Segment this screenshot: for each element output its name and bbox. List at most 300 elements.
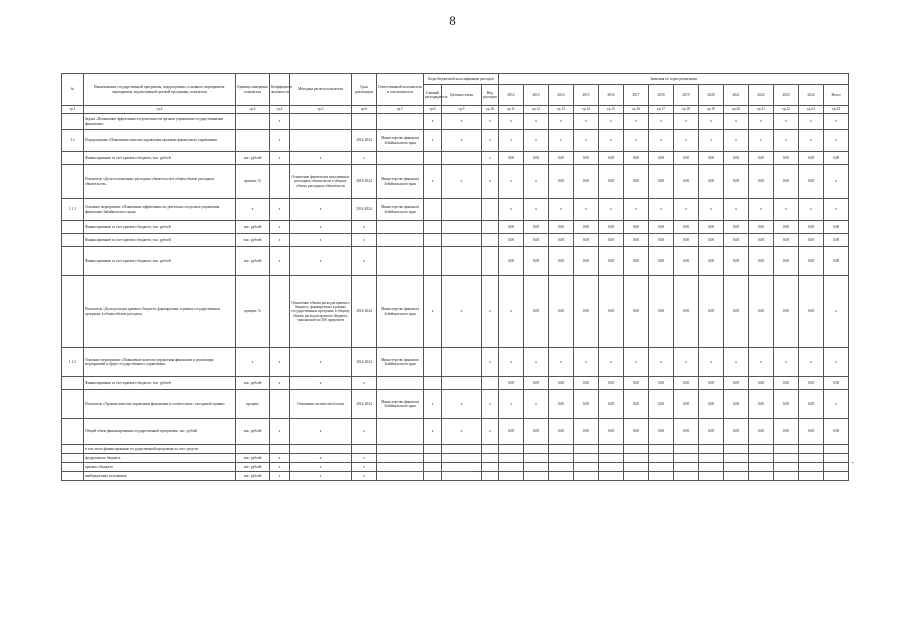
cell-term: 2014-2024 (352, 348, 377, 377)
cell-name: Показатель «Доля расходов краевого бюджета, формируемых в рамках государственных программ, в общем объеме расходов» (84, 276, 236, 348)
cell-unit: тыс. рублей (236, 463, 270, 472)
cell-cv (482, 454, 499, 463)
cell-value: 0,00 (799, 276, 824, 348)
cell-value: 0,00 (524, 221, 549, 234)
cell-method: Отношение фактически исполненных расходных обязательств к общему объему расходных обязательств (290, 165, 352, 199)
cell-value: х (549, 348, 574, 377)
column-number: гр.15 (599, 106, 624, 114)
cell-value (799, 463, 824, 472)
cell-ct (442, 221, 482, 234)
header-year: 2022 (749, 85, 774, 106)
cell-value (824, 454, 849, 463)
cell-term: х (352, 247, 377, 276)
header-values-group: Значения по годам реализации (499, 74, 849, 85)
cell-value: 0,00 (799, 165, 824, 199)
cell-unit: процент, % (236, 276, 270, 348)
cell-ca: х (424, 419, 442, 445)
cell-method: х (290, 348, 352, 377)
cell-value: 0,00 (799, 390, 824, 419)
cell-ca (424, 472, 442, 481)
cell-value (774, 445, 799, 454)
cell-value: 0,00 (724, 390, 749, 419)
header-year: 2018 (649, 85, 674, 106)
cell-value (624, 454, 649, 463)
cell-value (699, 445, 724, 454)
cell-name: Основное мероприятие «Повышение качества управления финансами и реализация мероприятий в сфере государственного управления» (84, 348, 236, 377)
cell-cv: х (482, 114, 499, 130)
cell-coef: х (270, 377, 290, 390)
cell-value: х (774, 130, 799, 152)
cell-value: 0,00 (749, 377, 774, 390)
cell-value (499, 463, 524, 472)
cell-value: х (499, 165, 524, 199)
cell-value: х (649, 130, 674, 152)
cell-value: 0,00 (699, 377, 724, 390)
cell-value: 0,00 (749, 234, 774, 247)
cell-ct (442, 152, 482, 165)
cell-value: х (624, 348, 649, 377)
cell-value: 0,00 (499, 247, 524, 276)
cell-value: 0,00 (599, 390, 624, 419)
cell-value: 0,00 (649, 419, 674, 445)
column-number: гр.3 (236, 106, 270, 114)
cell-num (62, 234, 84, 247)
cell-term: х (352, 463, 377, 472)
cell-value (749, 472, 774, 481)
cell-num (62, 454, 84, 463)
cell-num (62, 276, 84, 348)
cell-cv (482, 221, 499, 234)
cell-value (524, 445, 549, 454)
cell-value: х (799, 114, 824, 130)
header-term: Срок реализации (352, 74, 377, 106)
cell-coef: х (270, 199, 290, 221)
cell-value: 0,00 (799, 152, 824, 165)
cell-value: х (774, 199, 799, 221)
cell-value: х (499, 348, 524, 377)
cell-value (799, 472, 824, 481)
column-number: гр.23 (799, 106, 824, 114)
cell-value: 0,00 (824, 419, 849, 445)
cell-value: 0,00 (649, 247, 674, 276)
cell-value: х (749, 199, 774, 221)
table-row (62, 152, 849, 165)
header-year: 2015 (574, 85, 599, 106)
cell-value: 0,00 (674, 221, 699, 234)
cell-name: Финансирование за счет краевого бюджета, тыс. рублей (84, 377, 236, 390)
header-code-admin: Главный распорядитель (424, 85, 442, 106)
cell-value: х (724, 114, 749, 130)
cell-value: х (674, 114, 699, 130)
cell-term: х (352, 419, 377, 445)
header-year: 2017 (624, 85, 649, 106)
cell-value: 0,00 (499, 234, 524, 247)
cell-ct: х (442, 130, 482, 152)
cell-num: 1.1.1 (62, 199, 84, 221)
cell-value: х (749, 114, 774, 130)
cell-value: 0,00 (574, 390, 599, 419)
cell-ca (424, 348, 442, 377)
cell-unit: процент (236, 390, 270, 419)
table-row (62, 377, 849, 390)
cell-value: 0,00 (674, 390, 699, 419)
cell-unit: тыс. рублей (236, 247, 270, 276)
cell-term: х (352, 454, 377, 463)
cell-value: 0,00 (524, 234, 549, 247)
cell-value: х (599, 130, 624, 152)
cell-value: 0,00 (799, 234, 824, 247)
cell-value: 0,00 (649, 377, 674, 390)
cell-value: 0,00 (624, 390, 649, 419)
cell-value (699, 472, 724, 481)
table-row (62, 247, 849, 276)
cell-method (290, 445, 352, 454)
cell-cv (482, 247, 499, 276)
column-number: гр.24 (824, 106, 849, 114)
cell-value (724, 463, 749, 472)
cell-coef (270, 276, 290, 348)
cell-value: 0,00 (749, 221, 774, 234)
header-year: 2012 (499, 85, 524, 106)
cell-value: 0,00 (749, 276, 774, 348)
cell-value (574, 445, 599, 454)
cell-ca (424, 221, 442, 234)
cell-value: 0,00 (674, 165, 699, 199)
cell-num (62, 445, 84, 454)
cell-name: Показатель «Уровень качества управления финансами в соответствии с методикой оценки» (84, 390, 236, 419)
cell-method (290, 130, 352, 152)
cell-value (549, 454, 574, 463)
header-codes-group: Коды бюджетной классификации расходов (424, 74, 499, 85)
cell-value: 0,00 (674, 276, 699, 348)
cell-coef: х (270, 152, 290, 165)
column-number: гр.13 (549, 106, 574, 114)
cell-term: 2014-2024 (352, 276, 377, 348)
cell-value: 0,00 (774, 152, 799, 165)
column-number: гр.6 (352, 106, 377, 114)
cell-value (549, 472, 574, 481)
cell-value: 0,00 (549, 276, 574, 348)
cell-coef (270, 445, 290, 454)
header-year: 2023 (774, 85, 799, 106)
cell-value: 0,00 (599, 276, 624, 348)
cell-value: 0,00 (724, 247, 749, 276)
cell-value: 0,00 (699, 221, 724, 234)
cell-ct: х (442, 114, 482, 130)
cell-value: х (799, 348, 824, 377)
table-row (62, 348, 849, 377)
cell-value: 0,00 (549, 377, 574, 390)
cell-executor: Министерство финансов Забайкальского края (377, 165, 424, 199)
table-row (62, 276, 849, 348)
header-year: 2019 (674, 85, 699, 106)
cell-value (749, 445, 774, 454)
cell-value: х (774, 348, 799, 377)
column-number: гр.1 (62, 106, 84, 114)
cell-num (62, 390, 84, 419)
cell-num (62, 463, 84, 472)
cell-value: х (574, 199, 599, 221)
cell-value: 0,00 (499, 152, 524, 165)
cell-value: 0,00 (724, 419, 749, 445)
cell-unit: тыс. рублей (236, 472, 270, 481)
cell-value (624, 445, 649, 454)
cell-coef: х (270, 221, 290, 234)
cell-executor (377, 152, 424, 165)
cell-value: х (524, 114, 549, 130)
cell-value: 0,00 (524, 419, 549, 445)
cell-name: федерального бюджета (84, 454, 236, 463)
cell-cv: х (482, 152, 499, 165)
cell-unit: тыс. рублей (236, 419, 270, 445)
cell-unit: тыс. рублей (236, 152, 270, 165)
cell-unit: процент, % (236, 165, 270, 199)
cell-value (574, 454, 599, 463)
cell-value: 0,00 (674, 377, 699, 390)
header-num: № (62, 74, 84, 106)
cell-value: 0,00 (799, 419, 824, 445)
cell-value: 0,00 (499, 377, 524, 390)
cell-value: х (649, 199, 674, 221)
cell-value: х (549, 114, 574, 130)
cell-value: 0,00 (599, 419, 624, 445)
cell-executor: Министерство финансов Забайкальского края (377, 199, 424, 221)
cell-value (824, 445, 849, 454)
cell-num (62, 152, 84, 165)
cell-value (774, 454, 799, 463)
cell-value: 0,00 (699, 276, 724, 348)
cell-value: х (774, 114, 799, 130)
cell-value: 0,00 (724, 165, 749, 199)
cell-value: 0,00 (649, 276, 674, 348)
cell-value: х (499, 114, 524, 130)
cell-value: х (599, 348, 624, 377)
cell-coef: х (270, 348, 290, 377)
cell-value: х (824, 165, 849, 199)
cell-ca (424, 454, 442, 463)
header-method: Методика расчета показателя (290, 74, 352, 106)
cell-value: 0,00 (499, 221, 524, 234)
cell-name: в том числе финансирование государственной программы за счет средств: (84, 445, 236, 454)
cell-ca: х (424, 130, 442, 152)
cell-ca (424, 377, 442, 390)
cell-value: 0,00 (799, 377, 824, 390)
cell-executor (377, 472, 424, 481)
cell-value (774, 472, 799, 481)
cell-ca (424, 247, 442, 276)
header-year: 2013 (524, 85, 549, 106)
cell-method: х (290, 419, 352, 445)
cell-unit: тыс. рублей (236, 234, 270, 247)
cell-ca: х (424, 165, 442, 199)
cell-value (699, 454, 724, 463)
cell-value: 0,00 (774, 377, 799, 390)
cell-value: х (599, 114, 624, 130)
cell-num (62, 247, 84, 276)
cell-value: 0,00 (649, 234, 674, 247)
cell-executor (377, 234, 424, 247)
cell-value: х (524, 348, 549, 377)
cell-value: 0,00 (724, 152, 749, 165)
cell-cv: х (482, 130, 499, 152)
cell-value: х (649, 114, 674, 130)
cell-ca: х (424, 390, 442, 419)
cell-coef: х (270, 130, 290, 152)
cell-value (574, 472, 599, 481)
cell-value: 0,00 (624, 377, 649, 390)
cell-executor (377, 247, 424, 276)
cell-value: 0,00 (599, 234, 624, 247)
cell-value: 0,00 (574, 419, 599, 445)
cell-name: Основное мероприятие «Повышение эффективности деятельности органов управления финансами Забайкальского края» (84, 199, 236, 221)
cell-cv (482, 234, 499, 247)
cell-ct (442, 377, 482, 390)
column-number: гр.2 (84, 106, 236, 114)
cell-num (62, 221, 84, 234)
cell-value: х (499, 390, 524, 419)
cell-value (699, 463, 724, 472)
cell-cv (482, 463, 499, 472)
cell-value (674, 472, 699, 481)
cell-method: х (290, 472, 352, 481)
cell-value: х (599, 199, 624, 221)
header-executor: Ответственный исполнитель и соисполнители (377, 74, 424, 106)
cell-value (499, 454, 524, 463)
table-row (62, 165, 849, 199)
cell-value: х (549, 130, 574, 152)
column-number: гр.19 (699, 106, 724, 114)
cell-cv (482, 377, 499, 390)
cell-value: 0,00 (499, 419, 524, 445)
cell-coef: х (270, 454, 290, 463)
column-number: гр.18 (674, 106, 699, 114)
cell-value (524, 472, 549, 481)
cell-value: 0,00 (699, 390, 724, 419)
cell-value (799, 445, 824, 454)
cell-value: 0,00 (824, 221, 849, 234)
cell-value: 0,00 (649, 221, 674, 234)
cell-value (799, 454, 824, 463)
cell-ct: х (442, 276, 482, 348)
cell-coef: х (270, 234, 290, 247)
cell-unit: х (236, 199, 270, 221)
cell-term: х (352, 221, 377, 234)
cell-value: х (574, 114, 599, 130)
cell-num (62, 419, 84, 445)
cell-unit (236, 445, 270, 454)
cell-cv: х (482, 390, 499, 419)
header-code-type: Вид расходов (482, 85, 499, 106)
cell-ct (442, 348, 482, 377)
cell-value: 0,00 (674, 234, 699, 247)
cell-value: х (524, 130, 549, 152)
cell-ca (424, 445, 442, 454)
table-row (62, 419, 849, 445)
cell-value: х (649, 348, 674, 377)
cell-unit: тыс. рублей (236, 377, 270, 390)
cell-term: х (352, 472, 377, 481)
cell-executor (377, 419, 424, 445)
cell-ca: х (424, 114, 442, 130)
cell-value (574, 463, 599, 472)
column-number: гр.14 (574, 106, 599, 114)
column-number: гр.20 (724, 106, 749, 114)
cell-coef (270, 390, 290, 419)
cell-value: 0,00 (724, 276, 749, 348)
footer-line (400, 471, 471, 472)
cell-cv: х (482, 165, 499, 199)
header-year: 2016 (599, 85, 624, 106)
cell-value: 0,00 (524, 276, 549, 348)
cell-value: х (724, 130, 749, 152)
cell-name: внебюджетных источников (84, 472, 236, 481)
cell-value: 0,00 (724, 234, 749, 247)
cell-value: х (674, 348, 699, 377)
column-number: гр.4 (270, 106, 290, 114)
column-number: гр.12 (524, 106, 549, 114)
cell-value: 0,00 (699, 234, 724, 247)
cell-value: х (799, 199, 824, 221)
cell-value: 0,00 (599, 165, 624, 199)
header-coef: Коэффициент значимости (270, 74, 290, 106)
cell-term: х (352, 377, 377, 390)
cell-value: 0,00 (624, 276, 649, 348)
cell-value: х (749, 130, 774, 152)
header-year: 2020 (699, 85, 724, 106)
cell-value (724, 454, 749, 463)
cell-value (549, 463, 574, 472)
cell-value (724, 472, 749, 481)
cell-name: Общий объем финансирования государственной программы, тыс. рублей (84, 419, 236, 445)
cell-value: 0,00 (749, 152, 774, 165)
column-number: гр.11 (499, 106, 524, 114)
cell-value (774, 463, 799, 472)
cell-value: х (499, 199, 524, 221)
table-row (62, 130, 849, 152)
cell-ca (424, 152, 442, 165)
cell-unit: тыс. рублей (236, 221, 270, 234)
cell-value: 0,00 (824, 377, 849, 390)
cell-executor: Министерство финансов Забайкальского края (377, 348, 424, 377)
column-number: гр.22 (774, 106, 799, 114)
cell-ct (442, 234, 482, 247)
cell-value: х (524, 390, 549, 419)
cell-value: 0,00 (824, 152, 849, 165)
cell-name: Задача «Повышение эффективности деятельности органов управления государственными финансами» (84, 114, 236, 130)
table-row (62, 445, 849, 454)
cell-value: 0,00 (524, 152, 549, 165)
cell-value: 0,00 (699, 247, 724, 276)
cell-value: 0,00 (524, 247, 549, 276)
cell-value: 0,00 (599, 152, 624, 165)
cell-coef: х (270, 472, 290, 481)
column-number: гр.8 (424, 106, 442, 114)
header-unit: Единица измерения показателя (236, 74, 270, 106)
cell-value (674, 463, 699, 472)
cell-method: х (290, 199, 352, 221)
cell-value: х (824, 130, 849, 152)
header-name: Наименование государственной программы, подпрограммы, основного мероприятия, мероприятия, ведомственной целевой программы, показателя (84, 74, 236, 106)
cell-name: Финансирование за счет краевого бюджета, тыс. рублей (84, 221, 236, 234)
cell-term: 2014-2024 (352, 199, 377, 221)
cell-value: 0,00 (774, 165, 799, 199)
cell-value: 0,00 (549, 152, 574, 165)
cell-value: 0,00 (774, 390, 799, 419)
cell-method: Отношение количества баллов (290, 390, 352, 419)
cell-value: х (699, 130, 724, 152)
cell-ct (442, 454, 482, 463)
cell-name: Финансирование за счет краевого бюджета, тыс. рублей (84, 152, 236, 165)
